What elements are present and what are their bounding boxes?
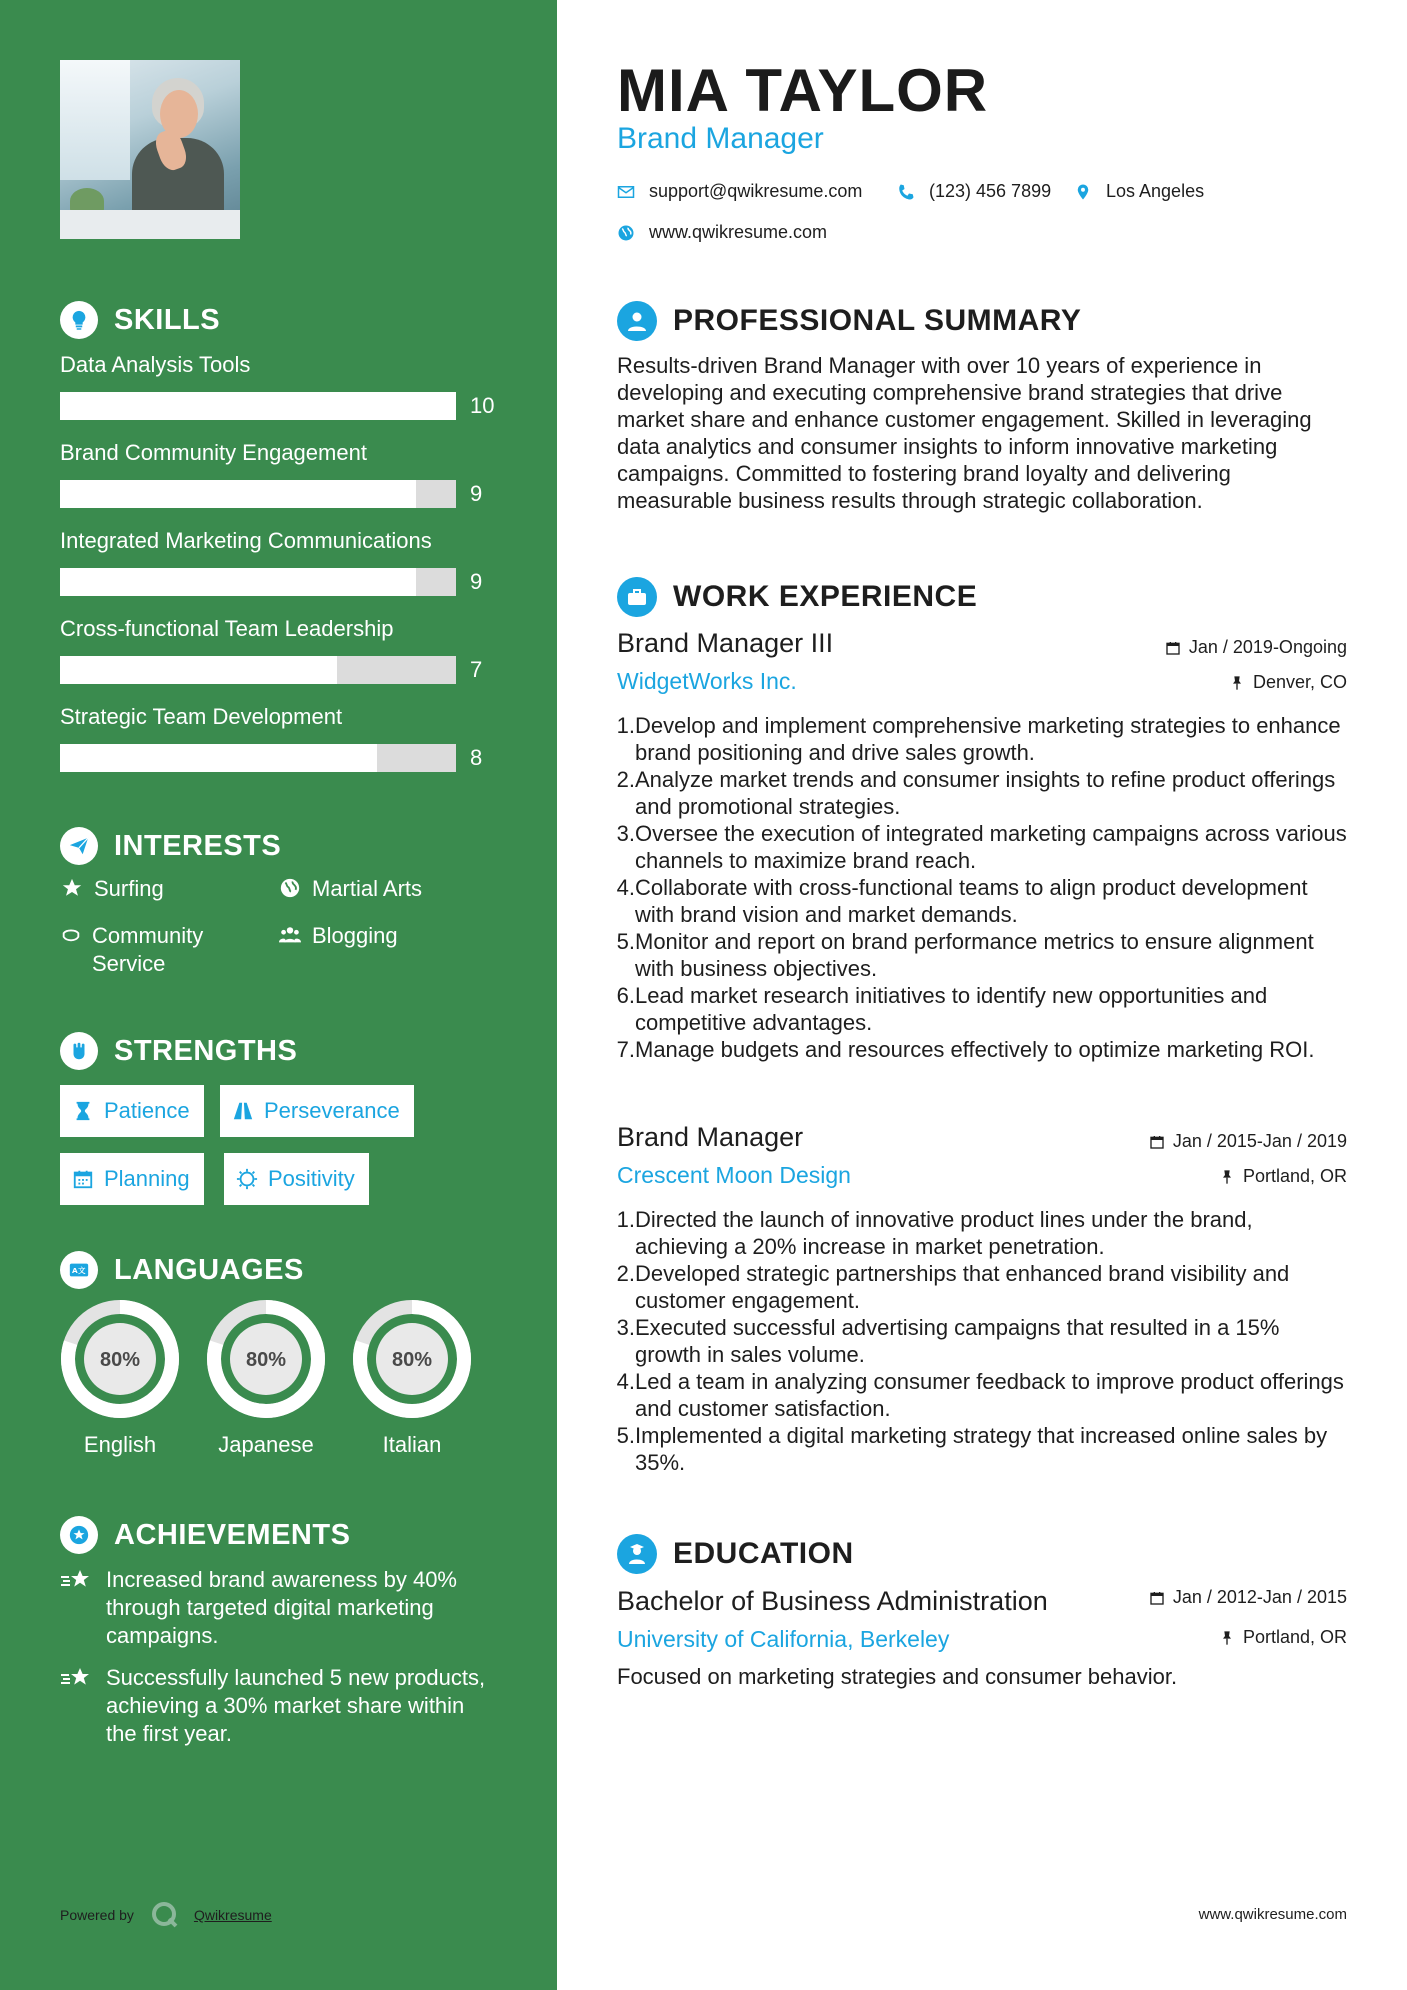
duty-item: 7. Manage budgets and resources effectively to optimize marketing ROI. [616, 1037, 1315, 1062]
achievement-text: Increased brand awareness by 40% through targeted digital marketing campaigns. [106, 1567, 457, 1648]
calendar-icon [1149, 1134, 1165, 1150]
candidate-name: MIA TAYLOR [617, 57, 989, 124]
contact-location: Los Angeles [1074, 181, 1204, 202]
star-icon [60, 877, 84, 899]
language-ring [59, 1298, 181, 1420]
interest-item: Martial Arts [278, 875, 422, 903]
envelope-icon [617, 183, 635, 201]
education-description: Focused on marketing strategies and consumer behavior. [617, 1664, 1178, 1689]
svg-text:A文: A文 [72, 1266, 86, 1276]
briefcase-icon [617, 577, 657, 617]
skill-bar [60, 656, 456, 684]
language-percent: 80% [245, 1349, 287, 1371]
powered-by-label: Powered by [60, 1907, 134, 1923]
job-role: Brand Manager [617, 1122, 804, 1152]
pushpin-icon [1229, 675, 1245, 691]
languages-heading: A文 LANGUAGES [60, 1250, 304, 1290]
user-icon [617, 301, 657, 341]
skill-name: Strategic Team Development [60, 704, 343, 729]
job-duties [610, 712, 1350, 1063]
sun-icon [236, 1168, 258, 1190]
skill-name: Brand Community Engagement [60, 440, 367, 465]
skill-bar [60, 480, 456, 508]
education-heading: EDUCATION [617, 1533, 854, 1575]
language-percent: 80% [391, 1349, 433, 1371]
skill-score: 9 [470, 569, 483, 594]
hand-icon [60, 924, 82, 946]
strength-tag: Planning [60, 1153, 204, 1205]
strength-tag: Perseverance [220, 1085, 414, 1137]
education-school: University of California, Berkeley [617, 1626, 950, 1652]
skill-score: 9 [470, 481, 483, 506]
duty-item: 1. Directed the launch of innovative product lines under the brand, achieving a 20% increase in market penetration. [616, 1207, 1253, 1259]
achievement-item [60, 1664, 500, 1748]
achievement-item [60, 1566, 500, 1650]
education-degree: Bachelor of Business Administration [617, 1586, 1048, 1616]
strengths-heading: STRENGTHS [60, 1031, 297, 1071]
pushpin-icon [1219, 1169, 1235, 1185]
language-item [205, 1298, 327, 1458]
translate-icon [60, 1251, 98, 1289]
achievements-heading: ACHIEVEMENTS [60, 1515, 350, 1555]
calendar-icon [72, 1168, 94, 1190]
pushpin-icon [1219, 1630, 1235, 1646]
contact-website: www.qwikresume.com [617, 222, 827, 243]
job-company: WidgetWorks Inc. [617, 668, 797, 694]
interest-item: Community Service [60, 922, 240, 978]
duty-item: 1. Develop and implement comprehensive marketing strategies to enhance brand positioning and drive sales growth. [616, 713, 1341, 765]
summary-heading: PROFESSIONAL SUMMARY [617, 300, 1081, 342]
profile-photo [60, 60, 240, 239]
duty-item: 2. Developed strategic partnerships that enhanced brand visibility and customer engagement. [616, 1261, 1290, 1313]
graduate-icon [617, 1534, 657, 1574]
skill-score: 8 [470, 745, 483, 770]
footer-website-link[interactable]: www.qwikresume.com [1198, 1906, 1347, 1923]
qwikresume-link[interactable]: Qwikresume [193, 1907, 272, 1923]
duty-item: 4. Collaborate with cross-functional teams to align product development with brand vision and market demands. [616, 875, 1308, 927]
map-pin-icon [1074, 183, 1092, 201]
education-location: Portland, OR [1219, 1627, 1347, 1648]
contact-email: support@qwikresume.com [617, 181, 862, 202]
skill-score: 10 [470, 393, 495, 418]
sidebar [0, 0, 557, 1990]
language-ring [205, 1298, 327, 1420]
language-item [351, 1298, 473, 1458]
duty-item: 3. Executed successful advertising campaigns that resulted in a 15% growth in sales volume. [616, 1315, 1280, 1367]
contact-phone: (123) 456 7899 [897, 181, 1051, 202]
skill-name: Integrated Marketing Communications [60, 528, 432, 553]
language-name: Japanese [218, 1432, 314, 1457]
job-role: Brand Manager III [617, 628, 834, 658]
skill-bar [60, 568, 456, 596]
duty-item: 5. Implemented a digital marketing strategy that increased online sales by 35%. [616, 1423, 1328, 1475]
duty-item: 5. Monitor and report on brand performance metrics to ensure alignment with business objectives. [616, 929, 1314, 981]
skill-bar [60, 744, 456, 772]
duty-item: 6. Lead market research initiatives to identify new opportunities and competitive advantages. [616, 983, 1268, 1035]
achievement-text: Successfully launched 5 new products, achieving a 30% market share within the first year. [106, 1665, 486, 1746]
candidate-title: Brand Manager [617, 122, 824, 155]
duty-item: 2. Analyze market trends and consumer insights to refine product offerings and promotional strategies. [616, 767, 1336, 819]
calendar-icon [1165, 640, 1181, 656]
duty-item: 4. Led a team in analyzing consumer feedback to improve product offerings and customer satisfaction. [616, 1369, 1344, 1421]
job-duties [610, 1206, 1350, 1476]
education-dates: Jan / 2012-Jan / 2015 [1149, 1587, 1347, 1608]
globe-icon [617, 224, 635, 242]
globe-icon [278, 877, 302, 899]
hourglass-icon [72, 1100, 94, 1122]
lightbulb-icon [60, 301, 98, 339]
language-ring [351, 1298, 473, 1420]
duty-item: 3. Oversee the execution of integrated marketing campaigns across various channels to maximize brand reach. [616, 821, 1347, 873]
interests-heading: INTERESTS [60, 826, 281, 866]
strength-tag: Patience [60, 1085, 204, 1137]
skill-score: 7 [470, 657, 483, 682]
strength-tag: Positivity [224, 1153, 369, 1205]
award-star-icon [60, 1516, 98, 1554]
skills-heading: SKILLS [60, 300, 220, 340]
users-icon [278, 924, 302, 946]
skill-name: Data Analysis Tools [60, 352, 251, 377]
interest-item: Surfing [60, 875, 164, 903]
language-name: English [83, 1432, 157, 1457]
interest-item: Blogging [278, 922, 398, 950]
road-icon [232, 1100, 254, 1122]
fist-icon [60, 1032, 98, 1070]
powered-by [60, 1900, 272, 1930]
language-item [59, 1298, 181, 1458]
job-dates: Jan / 2015-Jan / 2019 [1149, 1131, 1347, 1152]
language-name: Italian [382, 1432, 442, 1457]
job-location: Portland, OR [1219, 1166, 1347, 1187]
calendar-icon [1149, 1590, 1165, 1606]
skill-name: Cross-functional Team Leadership [60, 616, 394, 641]
job-company: Crescent Moon Design [617, 1162, 851, 1188]
shooting-star-icon [60, 1568, 94, 1650]
job-dates: Jan / 2019-Ongoing [1165, 637, 1347, 658]
paper-plane-icon [60, 827, 98, 865]
skill-bar [60, 392, 456, 420]
experience-heading: WORK EXPERIENCE [617, 576, 977, 618]
qwikresume-logo-icon [150, 1900, 180, 1930]
phone-icon [897, 183, 915, 201]
job-location: Denver, CO [1229, 672, 1347, 693]
language-percent: 80% [99, 1349, 141, 1371]
shooting-star-icon [60, 1666, 94, 1748]
summary-text: Results-driven Brand Manager with over 10 years of experience in developing and executing comprehensive brand strategies that drive market share and enhance customer engagement. Skilled in leveraging data analytics and consumer insights to inform innovative marketing campaigns. Committed to fostering brand loyalty and delivering measurable business results through strategic collaboration. [617, 353, 1312, 513]
